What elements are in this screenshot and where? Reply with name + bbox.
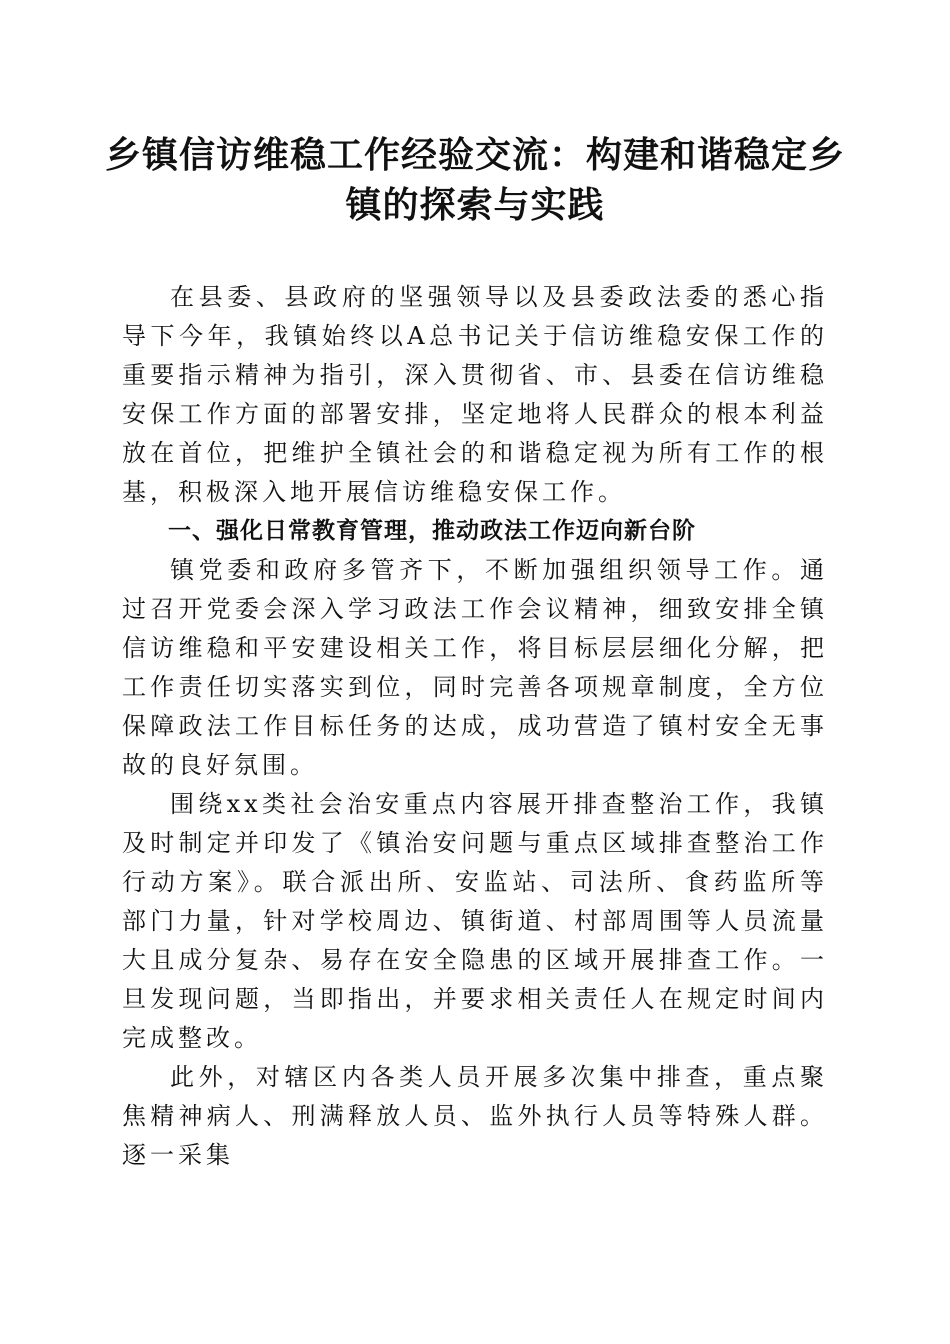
section-heading-1: 一、强化日常教育管理，推动政法工作迈向新台阶 bbox=[168, 518, 696, 544]
paragraph-intro: 在县委、县政府的坚强领导以及县委政法委的悉心指导下今年，我镇始终以A总书记关于信访维稳安保工作的重要指示精神为指引，深入贯彻省、市、县委在信访维稳安保工作方面的部署安排，坚定地将人民群众的根本利益放在首位，把维护全镇社会的和谐稳定视为所有工作的根基，积极深入地开展信访维稳安保工作。 bbox=[122, 283, 828, 506]
document-title: 乡镇信访维稳工作经验交流：构建和谐稳定乡镇的探索与实践 bbox=[104, 134, 845, 226]
document-body bbox=[122, 278, 828, 1175]
paragraph-personnel: 此外，对辖区内各类人员开展多次集中排查，重点聚焦精神病人、刑满释放人员、监外执行人员等特殊人群。逐一采集 bbox=[122, 1063, 828, 1169]
paragraph-inspection: 围绕xx类社会治安重点内容展开排查整治工作，我镇及时制定并印发了《镇治安问题与重点区域排查整治工作行动方案》。联合派出所、安监站、司法所、食药监所等部门力量，针对学校周边、镇街道、村部周围等人员流量大且成分复杂、易存在安全隐患的区域开展排查工作。一旦发现问题，当即指出，并要求相关责任人在规定时间内完成整改。 bbox=[122, 790, 828, 1052]
paragraph-organization: 镇党委和政府多管齐下，不断加强组织领导工作。通过召开党委会深入学习政法工作会议精神，细致安排全镇信访维稳和平安建设相关工作，将目标层层细化分解，把工作责任切实落实到位，同时完善各项规章制度，全方位保障政法工作目标任务的达成，成功营造了镇村安全无事故的良好氛围。 bbox=[122, 556, 828, 779]
